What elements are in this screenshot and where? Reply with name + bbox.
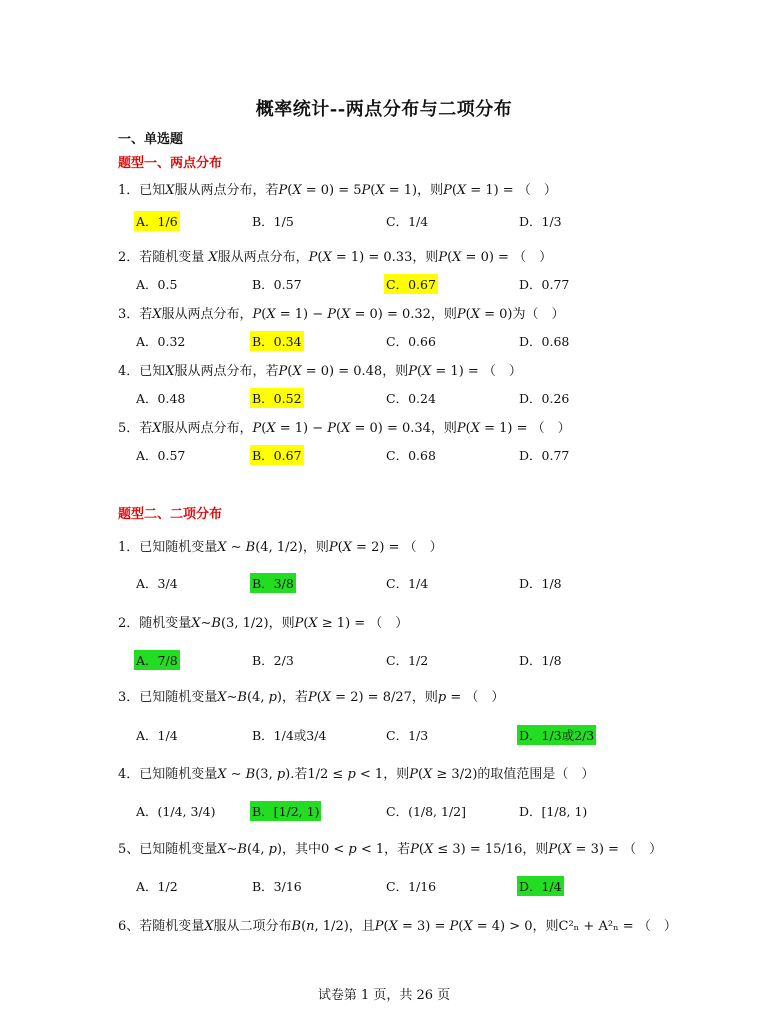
t1-q3-option-a: A．0.32 [136, 334, 186, 349]
t2-q2-option-d: D．1/8 [519, 653, 562, 668]
t2-q2-option-b: B．2/3 [252, 653, 294, 668]
page-footer: 试卷第 1 页，共 26 页 [317, 988, 451, 1003]
t2-q4-option-a: A．(1/4, 3/4) [136, 804, 216, 819]
t2-q6-stem: 6、若随机变量𝑋服从二项分布𝐵(𝑛, 1/2)，且𝑃(𝑋 = 3) = 𝑃(𝑋 = 4) > 0，则C²ₙ + A²ₙ = （ ） [118, 919, 677, 934]
t1-q2-option-d: D．0.77 [519, 277, 570, 292]
t2-q5-stem: 5、已知随机变量𝑋∼𝐵(4, 𝑝)，其中0 < 𝑝 < 1，若𝑃(𝑋 ≤ 3) = 15/16，则𝑃(𝑋 = 3) = （ ） [118, 842, 663, 857]
t1-q4-option-a: A．0.48 [136, 391, 186, 406]
t1-q3-option-d: D．0.68 [519, 334, 570, 349]
t2-q4-stem: 4．已知随机变量𝑋 ∼ 𝐵(3, 𝑝).若1/2 ≤ 𝑝 < 1，则𝑃(𝑋 ≥ 3/2)的取值范围是（ ） [118, 767, 595, 782]
t2-q1-option-c: C．1/4 [386, 576, 429, 591]
t2-q1-option-d: D．1/8 [519, 576, 562, 591]
t1-q3-option-c: C．0.66 [386, 334, 436, 349]
t1-q1-option-c: C．1/4 [386, 214, 429, 229]
type1-heading: 题型一、两点分布 [118, 156, 223, 171]
t1-q5-option-a: A．0.57 [136, 448, 186, 463]
t1-q5-option-c: C．0.68 [386, 448, 436, 463]
t2-q5-option-b: B．3/16 [252, 879, 302, 894]
t2-q5-option-a: A．1/2 [136, 879, 178, 894]
t2-q5-option-d: D．1/4 [517, 876, 564, 896]
t1-q2-option-c: C．0.67 [384, 274, 438, 294]
t1-q4-option-d: D．0.26 [519, 391, 570, 406]
t2-q1-option-a: A．3/4 [136, 576, 178, 591]
t1-q5-stem: 5．若𝑋服从两点分布，𝑃(𝑋 = 1) − 𝑃(𝑋 = 0) = 0.34，则𝑃(𝑋 = 1) = （ ） [118, 421, 571, 436]
t1-q2-option-b: B．0.57 [252, 277, 302, 292]
t1-q1-stem: 1．已知𝑋服从两点分布，若𝑃(𝑋 = 0) = 5𝑃(𝑋 = 1)，则𝑃(𝑋 = 1) = （ ） [118, 183, 557, 198]
t2-q1-stem: 1．已知随机变量𝑋 ∼ 𝐵(4, 1/2)，则𝑃(𝑋 = 2) = （ ） [118, 540, 443, 555]
t1-q3-stem: 3．若𝑋服从两点分布，𝑃(𝑋 = 1) − 𝑃(𝑋 = 0) = 0.32，则𝑃(𝑋 = 0)为（ ） [118, 307, 565, 322]
t2-q3-option-c: C．1/3 [386, 728, 429, 743]
page-title: 概率统计--两点分布与二项分布 [255, 99, 513, 120]
t1-q1-option-d: D．1/3 [519, 214, 562, 229]
t1-q5-option-d: D．0.77 [519, 448, 570, 463]
t2-q3-stem: 3．已知随机变量𝑋∼𝐵(4, 𝑝)，若𝑃(𝑋 = 2) = 8/27，则𝑝 = （ ） [118, 690, 505, 705]
type2-heading: 题型二、二项分布 [118, 507, 223, 522]
t2-q3-option-b: B．1/4或3/4 [252, 728, 327, 743]
t2-q1-option-b: B．3/8 [250, 573, 296, 593]
t2-q2-option-a: A．7/8 [134, 650, 180, 670]
t2-q4-option-b: B．[1/2, 1) [250, 801, 321, 821]
t1-q4-stem: 4．已知𝑋服从两点分布，若𝑃(𝑋 = 0) = 0.48，则𝑃(𝑋 = 1) = （ ） [118, 364, 522, 379]
t1-q2-stem: 2．若随机变量 𝑋服从两点分布，𝑃(𝑋 = 1) = 0.33，则𝑃(𝑋 = 0) = （ ） [118, 250, 553, 265]
section-heading: 一、单选题 [118, 132, 184, 147]
t2-q5-option-c: C．1/16 [386, 879, 437, 894]
t1-q5-option-b: B．0.67 [250, 445, 304, 465]
t1-q4-option-c: C．0.24 [386, 391, 436, 406]
t2-q3-option-d: D．1/3或2/3 [517, 725, 596, 745]
t1-q1-option-a: A．1/6 [134, 211, 180, 231]
t2-q4-option-d: D．[1/8, 1) [519, 804, 588, 819]
t2-q3-option-a: A．1/4 [136, 728, 178, 743]
t2-q4-option-c: C．(1/8, 1/2] [386, 804, 466, 819]
t1-q3-option-b: B．0.34 [250, 331, 304, 351]
t1-q4-option-b: B．0.52 [250, 388, 304, 408]
t2-q2-stem: 2．随机变量𝑋∼𝐵(3, 1/2)，则𝑃(𝑋 ≥ 1) = （ ） [118, 616, 409, 631]
t1-q1-option-b: B．1/5 [252, 214, 294, 229]
t2-q2-option-c: C．1/2 [386, 653, 429, 668]
t1-q2-option-a: A．0.5 [136, 277, 178, 292]
